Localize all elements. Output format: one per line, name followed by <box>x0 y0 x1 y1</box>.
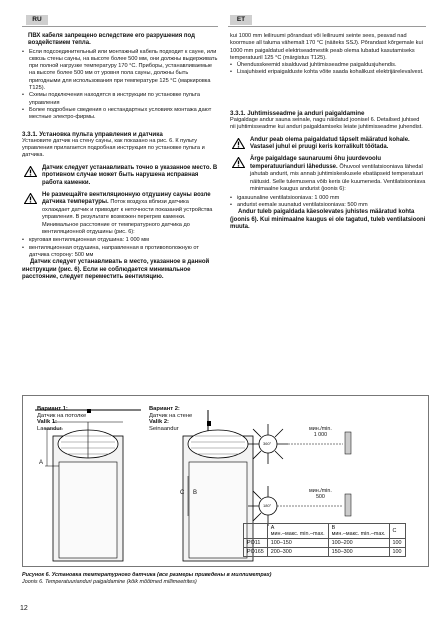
table-cell: 100–150 <box>267 539 328 548</box>
dimensions-table <box>243 523 406 557</box>
language-tag-ru: RU <box>26 15 48 25</box>
ru-warning-2-text: Поток воздуха вблизи датчика охлаждает датчик и приводит к неточности показаний устройства управления. В результате возможен перегрев каменки. Минимальное расстояние от температурного датчика до вентиляционной отдушины (рис. 6): <box>42 199 213 235</box>
dimension-a-label: A <box>39 460 44 466</box>
table-cell: 100 <box>389 548 405 557</box>
ru-warning-2 <box>22 192 218 236</box>
ru-final-note: Датчик следует устанавливать в место, указанное в данной инструкции (рис. 6). Если не соблюдается минимальное расстояние, следует переместить вентиляцию. <box>22 259 210 281</box>
et-warning-1 <box>230 137 426 152</box>
ru-top-heading: ПВХ кабеля запрещено вследствие его разрушения под воздействием тепла. <box>28 33 195 47</box>
table-header-a: A <box>270 525 275 531</box>
et-section-title: 3.3.1. Juhtimisseadme ja anduri paigaldamine <box>230 109 365 117</box>
et-warning-2-text: Õhuvool ventilatsiooniava lähedal jahutab andurit, mis annab juhtimiskeskusele ebatäpseid temperatuuri näitusid. Selle tulemusena võib keris üle kuumeneda. Ventilatsiooniava minimaalne kaugus andurist (joonis 6): <box>250 163 426 193</box>
table-header-b: B <box>331 525 336 531</box>
variant-1-ru-title: Вариант 1: <box>37 406 68 412</box>
vent-1-distance-label: мин./min. <box>309 426 332 432</box>
ru-bullet: • Схемы подключения находятся в инструкции по установке пульта управления <box>22 92 218 107</box>
warning-icon <box>232 157 245 168</box>
table-header-cell <box>328 524 389 539</box>
table-cell: 150–300 <box>328 548 389 557</box>
vent-1-distance-value: 1 000 <box>313 432 328 439</box>
dimension-c-label: C <box>180 490 185 496</box>
warning-icon <box>24 166 37 177</box>
et-bullet: • Ühendusskeemid sisalduvad juhtimisseadme paigaldusjuhendis. <box>230 62 426 69</box>
language-tag-et: ET <box>230 15 252 25</box>
variant-1-ru-text: Датчик на потолке <box>37 412 87 419</box>
et-column <box>230 33 426 231</box>
ru-vent-bullet: • вентиляционная отдушина, направленная в противоположную от датчика сторону: 500 мм <box>22 245 218 260</box>
ceiling-sensor <box>87 409 91 413</box>
variant-2-ru-title: Вариант 2: <box>149 406 180 412</box>
variant-2-ru-text: Датчик на стене <box>149 412 193 419</box>
warning-icon <box>24 193 37 204</box>
vent-2-distance-value: 500 <box>315 494 325 501</box>
figure-caption-ru: Рисунок 6. Установка температурного датчика (все размеры приведены в миллиметрах) <box>22 572 272 578</box>
ru-section-text: Установите датчик на стену сауны, как показано на рис. 6. К пульту управления прилагается подробная инструкция по установке пульта и датчика. <box>22 137 205 159</box>
et-section-text: Paigaldage andur sauna seinale, nagu näidatud joonisel 6. Detailsed juhised nii juhtimisseadme kui anduri paigaldamiseks leiate juhtimisseadme juhendist. <box>230 117 423 131</box>
header-rule-right <box>228 26 426 27</box>
et-bullet: • Lisajuhiseid eripaigalduste kohta võite saada kohalikust elektrijärelevalvest. <box>230 69 426 76</box>
table-header-cell <box>244 524 268 539</box>
table-subheader-b: мин.–макс. min.–max. <box>331 531 386 537</box>
et-warning-2-title: Ärge paigaldage saunaruumi õhu juurdevoolu temperatuurianduri lähedusse. <box>250 156 382 170</box>
table-subheader-a: мин.–макс. min.–max. <box>270 531 325 537</box>
variant-1-et-text: Laeandur <box>37 425 62 432</box>
et-final-note: Andur tuleb paigaldada käesolevates juhistes määratud kohta (joonis 6). Kui minimaalne kaugus ei ole tagatud, tuleb ventilatsiooni muuta. <box>230 209 426 230</box>
ru-warning-1 <box>22 165 218 187</box>
et-warning-2 <box>230 156 426 193</box>
vent-1-distance <box>309 426 332 439</box>
vent-2-distance <box>309 488 332 501</box>
vent-2-angle: 180° <box>263 503 272 508</box>
figure-6 <box>22 395 429 567</box>
ru-section-title: 3.3.1. Установка пульта управления и датчика <box>22 130 163 138</box>
wall-sensor <box>207 421 211 426</box>
et-warning-1-text: Andur peab olema paigaldatud täpselt määratud kohale. Vastasel juhul ei pruugi keris korralikult töötada. <box>250 136 410 151</box>
table-cell-model: PO11 <box>244 539 268 548</box>
figure-caption-et: Joonis 6. Temperatuurianduri paigaldamine (kõik mõõtmed millimeetrites) <box>22 579 197 585</box>
table-cell-model: PO165 <box>244 548 268 557</box>
vent-2-distance-label: мин./min. <box>309 488 332 494</box>
warning-icon <box>232 138 245 149</box>
et-vent-bullet: • andurist eemale suunatud ventilatsiooniava: 500 mm <box>230 202 426 209</box>
figure-caption <box>22 572 426 586</box>
table-header-cell <box>267 524 328 539</box>
vent-1-angle: 360° <box>263 441 272 446</box>
page-number: 12 <box>20 605 28 612</box>
et-vent-bullet: • igasuunaline ventilatsiooniava: 1 000 mm <box>230 195 426 202</box>
et-top-text: kui 1000 mm leiliruumi põrandast või leiliruumi seinte sees, peavad nad koormuse all taluma vähemalt 170 °C (näiteks SSJ). Põrandast kõrgemale kui 1000 mm paigaldatud elektriseadmestik peab olema lubatud kasutamiseks temperatuuril 125 °C (märgistus T125). <box>230 33 423 61</box>
dimension-b-label: B <box>193 490 198 496</box>
ru-warning-2-title: Не размещайте вентиляционную отдушину сауны возле датчика температуры. <box>42 191 211 206</box>
variant-2-label <box>149 406 192 432</box>
table-header-c: C <box>389 524 405 539</box>
table-cell: 100–200 <box>328 539 389 548</box>
variant-2-et-text: Seinaandur <box>149 425 179 432</box>
table-cell: 200–300 <box>267 548 328 557</box>
table-cell: 100 <box>389 539 405 548</box>
ru-vent-bullet: • круговая вентиляционная отдушина: 1 000 мм <box>22 237 218 244</box>
ru-column <box>22 33 218 282</box>
ru-bullet: • Если подсоединительный или монтажный кабель подходит к сауне, или сквозь стены сауны, на высоте более 500 мм, они должны выдерживать при полной нагрузке температуру 170 °C. Приборы, устанавливаемые на высоте более 500 мм от уровня пола сауны, должны быть пригодными для использования при температуре 125 °C (маркировка T125). <box>22 49 218 93</box>
header-rule-left <box>22 26 218 27</box>
ru-bullet: • Более подробные сведения о нестандартных условиях монтажа дают местные электро-фирмы. <box>22 107 218 122</box>
table-header-row <box>244 524 406 539</box>
table-row <box>244 539 406 548</box>
variant-1-label <box>37 406 86 432</box>
table-row <box>244 548 406 557</box>
variant-2-et-title: Valik 2: <box>149 419 169 426</box>
ru-warning-1-text: Датчик следует устанавливать точно в указанное место. В противном случае может быть нарушена исправная работа каменки. <box>42 164 218 186</box>
variant-1-et-title: Valik 1: <box>37 419 57 426</box>
